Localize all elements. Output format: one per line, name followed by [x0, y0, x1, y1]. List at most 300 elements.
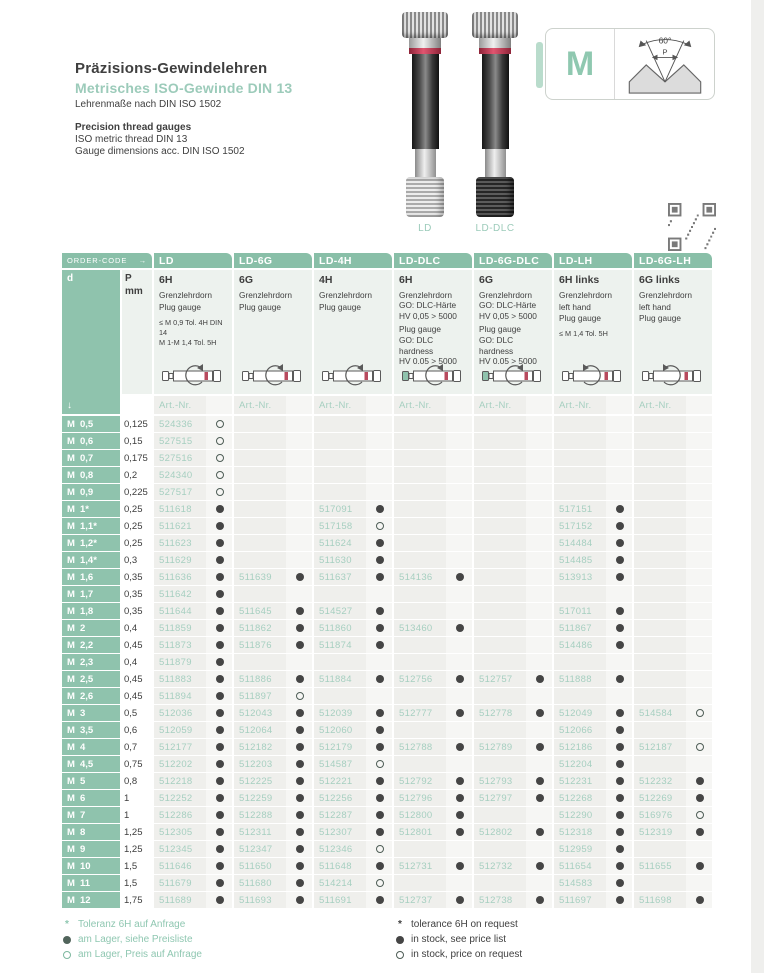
stock-filled-dot-icon: [696, 828, 704, 836]
thread-size: 4,5: [80, 758, 94, 770]
artnr-cell-ld-6g-lh: [634, 416, 712, 432]
thread-size: 2,3: [80, 656, 94, 668]
artnr-cell-ld-dlc: [394, 875, 472, 891]
pitch-value: 1,25: [122, 824, 152, 840]
stock-status: [208, 709, 232, 717]
stock-status: [208, 845, 232, 853]
description-line: HV 0,05 > 5000: [399, 311, 457, 322]
artnr-value: 512347: [239, 843, 273, 855]
tolerance-class: 6H: [159, 274, 173, 286]
pitch-value: 0,4: [122, 654, 152, 670]
stock-filled-dot-icon: [696, 896, 704, 904]
row-label: [62, 671, 120, 687]
pitch-value: 0,25: [122, 518, 152, 534]
thread-size: 2,2: [80, 639, 94, 651]
stock-filled-dot-icon: [376, 505, 384, 513]
artnr-cell-ld-6g-lh: [634, 586, 712, 602]
stock-filled-dot-icon: [616, 556, 624, 564]
stock-status: [208, 862, 232, 870]
stock-status: [608, 845, 632, 853]
artnr-cell-ld-lh: [554, 705, 632, 721]
artnr-cell-ld-6g-dlc: [474, 586, 552, 602]
stock-status: [448, 743, 472, 751]
artnr-cell-ld-lh: [554, 858, 632, 874]
stock-status: [608, 624, 632, 632]
thread-size: 1,1*: [80, 520, 97, 532]
artnr-cell-ld: [154, 518, 232, 534]
description-line: HV 0.05 > 5000: [399, 356, 457, 367]
stock-status: [288, 777, 312, 785]
artnr-value: 512738: [479, 894, 513, 906]
artnr-cell-ld-6g: [234, 722, 312, 738]
pitch-value: 0,35: [122, 586, 152, 602]
artnr-value: 511873: [159, 639, 192, 651]
stock-status: [608, 522, 632, 530]
artnr-value: 511655: [639, 860, 672, 872]
stock-status: [368, 641, 392, 649]
row-label: [62, 892, 120, 908]
pitch-value: 1: [122, 790, 152, 806]
artnr-value: 511860: [319, 622, 352, 634]
artnr-cell-ld-dlc: [394, 892, 472, 908]
tolerance-note-line: ≤ M 1,4 Tol. 5H: [559, 328, 608, 338]
stock-status: [528, 794, 552, 802]
stock-filled-dot-icon: [456, 743, 464, 751]
artnr-value: 512043: [239, 707, 273, 719]
artnr-value: 512287: [319, 809, 353, 821]
artnr-value: 512789: [479, 741, 513, 753]
artnr-cell-ld-4h: [314, 569, 392, 585]
stock-status: [608, 607, 632, 615]
artnr-cell-ld: [154, 688, 232, 704]
artnr-value: 511859: [159, 622, 192, 634]
pitch-value: 0,3: [122, 552, 152, 568]
artnr-cell-ld-6g-dlc: [474, 501, 552, 517]
stock-open-dot-icon: [63, 951, 71, 959]
stock-filled-dot-icon: [696, 862, 704, 870]
artnr-value: 512259: [239, 792, 273, 804]
artnr-value: 514527: [319, 605, 353, 617]
artnr-cell-ld-6g: [234, 739, 312, 755]
artnr-value: 512788: [399, 741, 433, 753]
pitch-value: 0,2: [122, 467, 152, 483]
artnr-cell-ld-6g: [234, 637, 312, 653]
stock-status: [608, 794, 632, 802]
stock-filled-dot-icon: [456, 794, 464, 802]
artnr-cell-ld-6g: [234, 569, 312, 585]
gauge-collar: [409, 38, 441, 48]
artnr-header-ld-lh: Art.-Nr.: [554, 396, 632, 414]
stock-status: [288, 624, 312, 632]
artnr-header-ld: Art.-Nr.: [154, 396, 232, 414]
stock-filled-dot-icon: [296, 862, 304, 870]
column-info-ld: [154, 270, 232, 394]
pitch-value: 0,45: [122, 671, 152, 687]
artnr-header-ld-dlc: Art.-Nr.: [394, 396, 472, 414]
thread-series-letter: M: [67, 724, 75, 736]
stock-filled-dot-icon: [296, 811, 304, 819]
thread-size: 0,9: [80, 486, 94, 498]
stock-filled-dot-icon: [616, 522, 624, 530]
thread-series-letter: M: [67, 639, 75, 651]
tolerance-class: 6G links: [639, 274, 680, 286]
artnr-cell-ld-6g-lh: [634, 688, 712, 704]
row-label: [62, 807, 120, 823]
row-label: [62, 552, 120, 568]
artnr-value: 512288: [239, 809, 273, 821]
tolerance-note: [159, 318, 227, 348]
thread-series-letter: M: [67, 469, 75, 481]
description-line: Grenzlehrdorn: [559, 289, 613, 300]
row-label: [62, 756, 120, 772]
description-line: GO: DLC hardness: [479, 334, 514, 356]
artnr-cell-ld-4h: [314, 671, 392, 687]
artnr-value: 512802: [479, 826, 513, 838]
artnr-value: 511623: [159, 537, 192, 549]
artnr-cell-ld-4h: [314, 875, 392, 891]
column-info-ld-lh: [554, 270, 632, 394]
stock-status: [528, 709, 552, 717]
tolerance-note: [559, 329, 627, 339]
legend-text: Toleranz 6H auf Anfrage: [78, 919, 186, 930]
artnr-cell-ld-dlc: [394, 688, 472, 704]
thread-series-letter: M: [67, 537, 75, 549]
artnr-cell-ld: [154, 535, 232, 551]
artnr-value: 514485: [559, 554, 593, 566]
artnr-cell-ld-6g-dlc: [474, 756, 552, 772]
stock-status: [208, 828, 232, 836]
thread-series-letter: M: [67, 843, 75, 855]
stock-status: [208, 743, 232, 751]
artnr-cell-ld-6g: [234, 756, 312, 772]
artnr-cell-ld-dlc: [394, 484, 472, 500]
order-table: [62, 253, 712, 908]
stock-filled-dot-icon: [376, 675, 384, 683]
stock-filled-dot-icon: [376, 896, 384, 904]
thread-series-letter: M: [67, 418, 75, 430]
stock-filled-dot-icon: [696, 777, 704, 785]
artnr-cell-ld: [154, 654, 232, 670]
artnr-value: 511689: [159, 894, 192, 906]
pitch-value: 1,75: [122, 892, 152, 908]
artnr-value: 516976: [639, 809, 673, 821]
artnr-cell-ld-lh: [554, 637, 632, 653]
pitch-value: 0,25: [122, 535, 152, 551]
stock-filled-dot-icon: [216, 641, 224, 649]
stock-filled-dot-icon: [616, 743, 624, 751]
artnr-value: 512777: [399, 707, 433, 719]
artnr-value: 514136: [399, 571, 433, 583]
artnr-cell-ld: [154, 790, 232, 806]
stock-status: [688, 811, 712, 819]
thread-series-letter: M: [67, 656, 75, 668]
gauge-schematic: [641, 363, 705, 392]
artnr-cell-ld-lh: [554, 790, 632, 806]
artnr-cell-ld-6g: [234, 535, 312, 551]
stock-status: [288, 879, 312, 887]
artnr-cell-ld-6g-dlc: [474, 637, 552, 653]
plug-lh-icon: [561, 363, 625, 389]
artnr-cell-ld-lh: [554, 875, 632, 891]
stock-open-dot-icon: [396, 951, 404, 959]
artnr-cell-ld-6g-dlc: [474, 450, 552, 466]
artnr-value: 512756: [399, 673, 433, 685]
stock-status: [208, 607, 232, 615]
tolerance-class: 6G: [479, 274, 494, 286]
artnr-value: 512187: [639, 741, 673, 753]
artnr-value: 517152: [559, 520, 593, 532]
gauge-knurled-cap: [402, 12, 448, 38]
plug-icon: [161, 363, 225, 389]
artnr-cell-ld: [154, 773, 232, 789]
stock-status: [688, 743, 712, 751]
artnr-cell-ld-6g: [234, 416, 312, 432]
stock-status: [608, 641, 632, 649]
artnr-cell-ld-dlc: [394, 671, 472, 687]
description-en: [399, 324, 467, 367]
thread-series-letter: M: [67, 588, 75, 600]
artnr-cell-ld-6g-lh: [634, 892, 712, 908]
row-label: [62, 620, 120, 636]
stock-status: [208, 488, 232, 496]
artnr-cell-ld-6g-dlc: [474, 824, 552, 840]
stock-status: [208, 777, 232, 785]
stock-filled-dot-icon: [296, 760, 304, 768]
artnr-cell-ld-6g: [234, 807, 312, 823]
stock-status: [448, 624, 472, 632]
description-line: Plug gauge: [239, 302, 281, 313]
thread-series-letter: M: [67, 877, 75, 889]
column-title-ld-6g: LD-6G: [234, 253, 312, 268]
stock-filled-dot-icon: [376, 811, 384, 819]
stock-status: [368, 675, 392, 683]
artnr-cell-ld: [154, 433, 232, 449]
plug-gauge-ld-dlc-image: [466, 12, 524, 234]
description-line: Grenzlehrdorn: [239, 289, 293, 300]
artnr-cell-ld-6g-lh: [634, 518, 712, 534]
artnr-value: 511867: [559, 622, 592, 634]
artnr-value: 511884: [319, 673, 352, 685]
artnr-value: 511654: [559, 860, 592, 872]
artnr-header-ld-6g: Art.-Nr.: [234, 396, 312, 414]
thread-size: 2: [80, 622, 86, 634]
stock-filled-dot-icon: [616, 811, 624, 819]
artnr-value: 512731: [399, 860, 433, 872]
legend-marker: *: [65, 919, 69, 930]
stock-filled-dot-icon: [376, 726, 384, 734]
artnr-value: 512311: [239, 826, 272, 838]
thread-size: 1,7: [80, 588, 94, 600]
artnr-cell-ld-6g-lh: [634, 433, 712, 449]
artnr-cell-ld-6g-lh: [634, 858, 712, 874]
artnr-cell-ld-6g-dlc: [474, 484, 552, 500]
artnr-cell-ld-dlc: [394, 858, 472, 874]
row-label: [62, 586, 120, 602]
artnr-cell-ld-4h: [314, 433, 392, 449]
artnr-cell-ld-lh: [554, 688, 632, 704]
artnr-value: 512793: [479, 775, 513, 787]
artnr-cell-ld-6g-lh: [634, 450, 712, 466]
pitch-value: 0,25: [122, 501, 152, 517]
thread-series-letter: M: [67, 860, 75, 872]
stock-status: [448, 896, 472, 904]
page-title-en: Precision thread gauges: [75, 122, 192, 133]
stock-filled-dot-icon: [216, 505, 224, 513]
artnr-cell-ld-6g-dlc: [474, 620, 552, 636]
stock-filled-dot-icon: [616, 845, 624, 853]
stock-status: [528, 862, 552, 870]
artnr-value: 512797: [479, 792, 513, 804]
stock-filled-dot-icon: [456, 624, 464, 632]
row-label: [62, 603, 120, 619]
pitch-value: 0,6: [122, 722, 152, 738]
artnr-cell-ld-lh: [554, 773, 632, 789]
stock-filled-dot-icon: [616, 624, 624, 632]
artnr-cell-ld-dlc: [394, 467, 472, 483]
artnr-value: 511698: [639, 894, 672, 906]
stock-filled-dot-icon: [616, 777, 624, 785]
diameter-header-cell: [62, 270, 120, 414]
artnr-cell-ld-4h: [314, 586, 392, 602]
thread-size: 1*: [80, 503, 89, 515]
artnr-cell-ld: [154, 586, 232, 602]
artnr-value: 511642: [159, 588, 192, 600]
row-label: [62, 722, 120, 738]
pitch-value: 1,5: [122, 858, 152, 874]
artnr-cell-ld-dlc: [394, 807, 472, 823]
page-header: [75, 60, 375, 157]
description-line: Grenzlehrdorn: [399, 289, 453, 300]
pitch-value: 0,35: [122, 569, 152, 585]
pitch-value: 1,25: [122, 841, 152, 857]
stock-filled-dot-icon: [216, 539, 224, 547]
stock-open-dot-icon: [296, 692, 304, 700]
legend: [62, 917, 712, 962]
page-note-de: Lehrenmaße nach DIN ISO 1502: [75, 99, 222, 110]
artnr-cell-ld: [154, 416, 232, 432]
stock-filled-dot-icon: [296, 709, 304, 717]
artnr-cell-ld-4h: [314, 552, 392, 568]
stock-status: [368, 709, 392, 717]
thread-series-letter: M: [67, 605, 75, 617]
description-en: [239, 302, 307, 313]
stock-open-dot-icon: [376, 522, 384, 530]
artnr-value: 512066: [559, 724, 593, 736]
stock-filled-dot-icon: [616, 896, 624, 904]
artnr-value: 511894: [159, 690, 192, 702]
stock-status: [528, 828, 552, 836]
row-label: [62, 501, 120, 517]
column-title-ld-6g-lh: LD-6G-LH: [634, 253, 712, 268]
artnr-cell-ld-6g: [234, 773, 312, 789]
artnr-cell-ld-6g-lh: [634, 484, 712, 500]
artnr-cell-ld-4h: [314, 416, 392, 432]
description-line: Grenzlehrdorn: [639, 289, 693, 300]
order-code-label: ORDER-CODE: [67, 256, 128, 265]
column-info-ld-6g: [234, 270, 312, 394]
order-code-bar: [62, 253, 152, 268]
artnr-cell-ld-dlc: [394, 705, 472, 721]
stock-filled-dot-icon: [296, 794, 304, 802]
stock-status: [448, 573, 472, 581]
stock-filled-dot-icon: [456, 777, 464, 785]
artnr-value: 512049: [559, 707, 593, 719]
stock-status: [288, 743, 312, 751]
stock-status: [368, 777, 392, 785]
artnr-value: 514484: [559, 537, 593, 549]
stock-filled-dot-icon: [616, 573, 624, 581]
artnr-cell-ld-lh: [554, 501, 632, 517]
stock-filled-dot-icon: [536, 709, 544, 717]
thread-size: 10: [80, 860, 91, 872]
stock-filled-dot-icon: [216, 879, 224, 887]
stock-filled-dot-icon: [376, 624, 384, 632]
stock-filled-dot-icon: [216, 658, 224, 666]
artnr-cell-ld-6g: [234, 586, 312, 602]
stock-status: [448, 794, 472, 802]
artnr-value: 512039: [319, 707, 353, 719]
thread-series-letter: M: [67, 894, 75, 906]
artnr-value: 514587: [319, 758, 353, 770]
stock-status: [208, 505, 232, 513]
thread-size: 5: [80, 775, 86, 787]
artnr-cell-ld-6g-dlc: [474, 433, 552, 449]
artnr-value: 511888: [559, 673, 592, 685]
artnr-cell-ld-6g: [234, 450, 312, 466]
artnr-cell-ld: [154, 824, 232, 840]
artnr-cell-ld-dlc: [394, 756, 472, 772]
stock-filled-dot-icon: [296, 675, 304, 683]
artnr-cell-ld-4h: [314, 739, 392, 755]
order-code-arrow-icon: →: [138, 256, 147, 265]
stock-filled-dot-icon: [536, 675, 544, 683]
artnr-value: 511645: [239, 605, 272, 617]
artnr-value: 512286: [159, 809, 193, 821]
artnr-cell-ld-6g-lh: [634, 841, 712, 857]
artnr-value: 512732: [479, 860, 513, 872]
artnr-cell-ld-4h: [314, 535, 392, 551]
stock-status: [208, 692, 232, 700]
legend-text: am Lager, siehe Preisliste: [78, 934, 193, 945]
tolerance-note-line: ≤ M 0,9 Tol. 4H DIN 14: [159, 318, 223, 338]
artnr-value: 524336: [159, 418, 193, 430]
thread-series-letter: M: [67, 707, 75, 719]
artnr-cell-ld-dlc: [394, 722, 472, 738]
stock-filled-dot-icon: [216, 777, 224, 785]
stock-filled-dot-icon: [536, 828, 544, 836]
artnr-value: 511639: [239, 571, 272, 583]
pitch-value: 0,175: [122, 450, 152, 466]
artnr-value: 511648: [319, 860, 352, 872]
artnr-cell-ld-6g: [234, 875, 312, 891]
description-line: Grenzlehrdorn: [479, 289, 533, 300]
stock-status: [608, 760, 632, 768]
legend-text: in stock, see price list: [411, 934, 507, 945]
row-label: [62, 773, 120, 789]
description-line: GO: DLC hardness: [399, 334, 434, 356]
artnr-cell-ld-dlc: [394, 433, 472, 449]
artnr-header-ld-4h: Art.-Nr.: [314, 396, 392, 414]
artnr-cell-ld-dlc: [394, 637, 472, 653]
thread-size: 7: [80, 809, 86, 821]
stock-open-dot-icon: [376, 760, 384, 768]
artnr-value: 511630: [319, 554, 352, 566]
stock-filled-dot-icon: [296, 624, 304, 632]
artnr-cell-ld-lh: [554, 484, 632, 500]
column-title-ld-dlc: LD-DLC: [394, 253, 472, 268]
legend-text: tolerance 6H on request: [411, 919, 518, 930]
stock-status: [208, 420, 232, 428]
